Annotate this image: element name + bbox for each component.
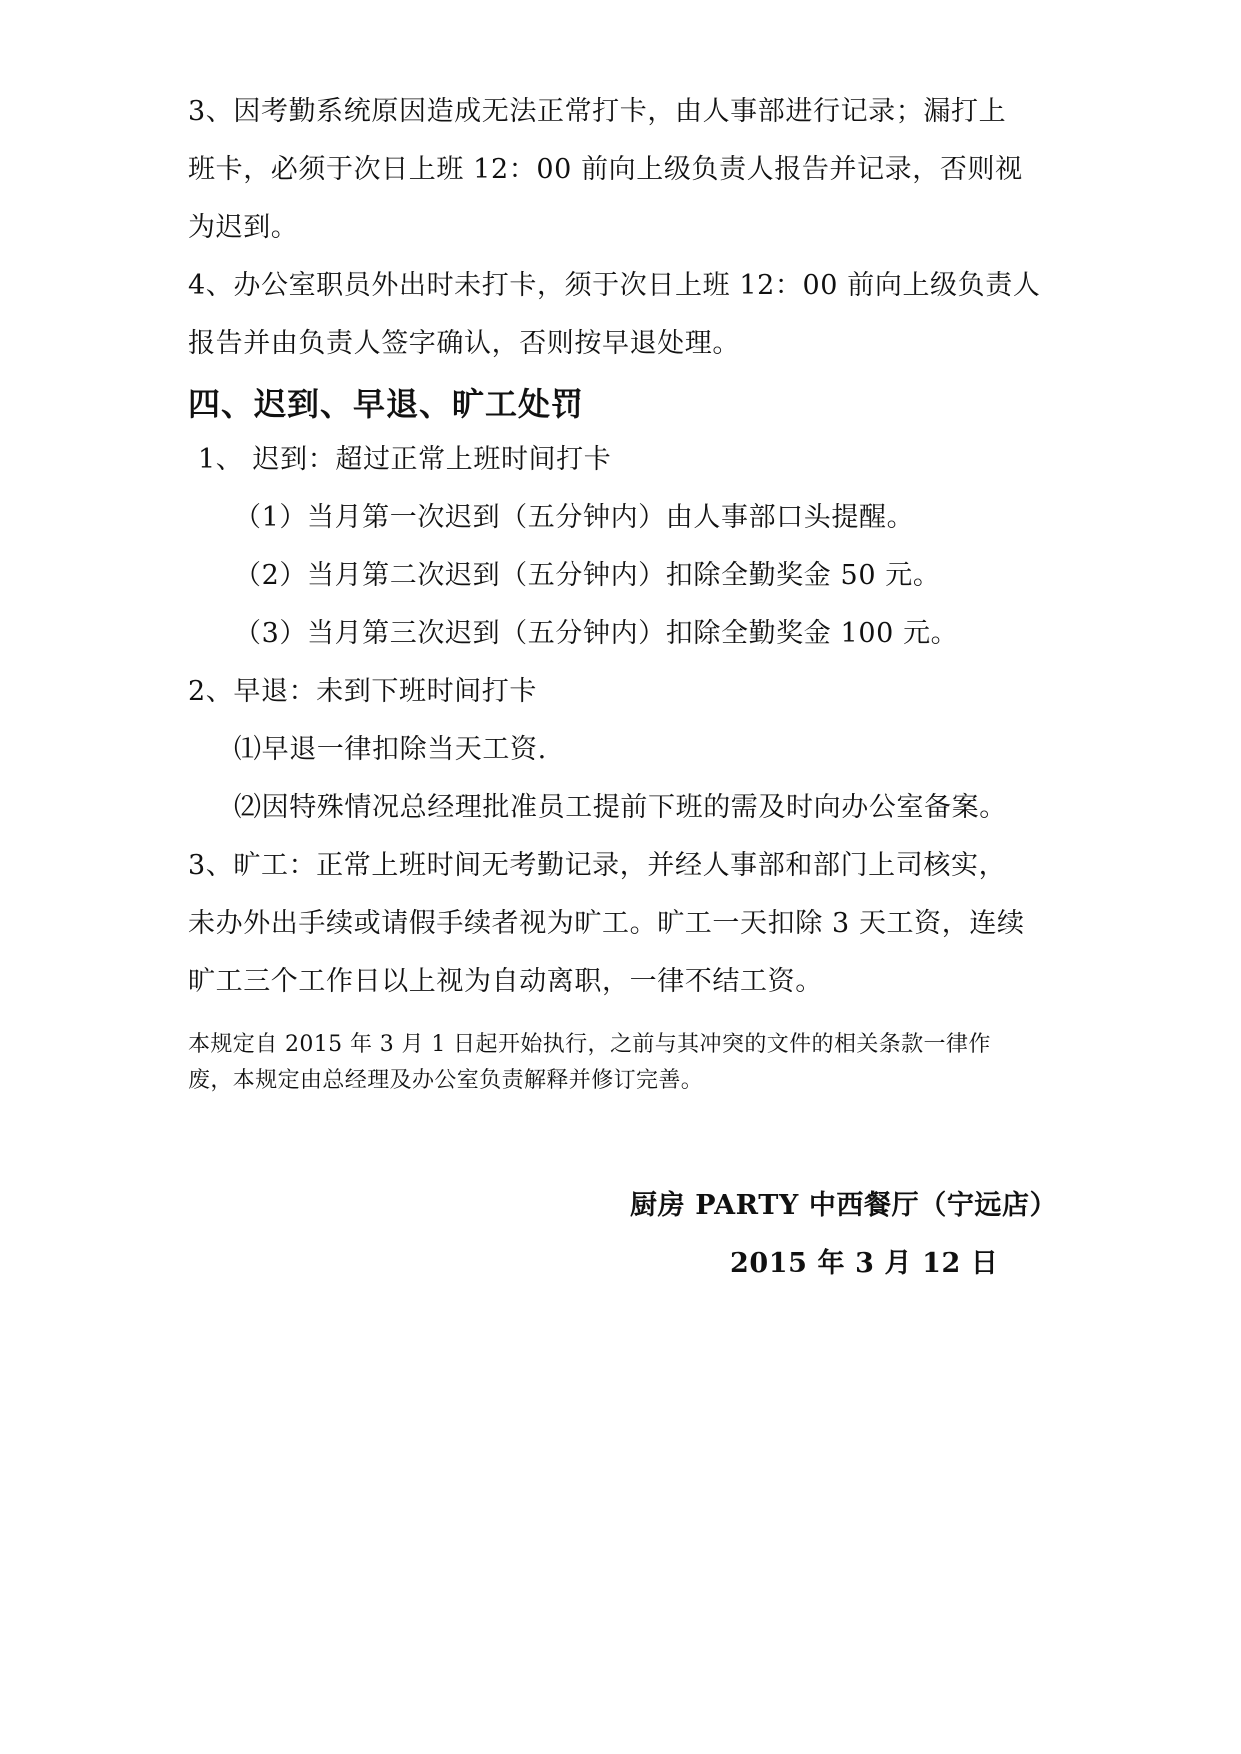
late-item-3: （3）当月第三次迟到（五分钟内）扣除全勤奖金 100 元。 — [234, 618, 959, 649]
clause-3-line-1: 3、因考勤系统原因造成无法正常打卡，由人事部进行记录；漏打上 — [188, 96, 1007, 127]
absent-line-2: 未办外出手续或请假手续者视为旷工。旷工一天扣除 3 天工资，连续 — [188, 908, 1025, 939]
absent-line-1: 3、旷工：正常上班时间无考勤记录，并经人事部和部门上司核实， — [188, 850, 1007, 881]
note-line-1: 本规定自 2015 年 3 月 1 日起开始执行，之前与其冲突的文件的相关条款一律作 — [188, 1032, 991, 1057]
signature-organization: 厨房 PARTY 中西餐厅（宁远店） — [630, 1190, 1058, 1221]
late-item-2: （2）当月第二次迟到（五分钟内）扣除全勤奖金 50 元。 — [234, 560, 941, 591]
clause-3-line-2: 班卡，必须于次日上班 12：00 前向上级负责人报告并记录，否则视 — [188, 154, 1023, 185]
clause-4-line-1: 4、办公室职员外出时未打卡，须于次日上班 12：00 前向上级负责人 — [188, 270, 1041, 301]
note-line-2: 废，本规定由总经理及办公室负责解释并修订完善。 — [188, 1068, 704, 1093]
early-item-2: ⑵因特殊情况总经理批准员工提前下班的需及时向办公室备案。 — [234, 792, 1007, 823]
clause-4-line-2: 报告并由负责人签字确认，否则按早退处理。 — [188, 328, 740, 359]
late-title: 1、 迟到：超过正常上班时间打卡 — [198, 444, 612, 475]
clause-3-line-3: 为迟到。 — [188, 212, 299, 243]
absent-line-3: 旷工三个工作日以上视为自动离职，一律不结工资。 — [188, 966, 823, 997]
section-heading: 四、迟到、早退、旷工处罚 — [188, 385, 585, 423]
early-title: 2、早退：未到下班时间打卡 — [188, 676, 537, 707]
signature-date: 2015 年 3 月 12 日 — [730, 1248, 999, 1279]
late-item-1: （1）当月第一次迟到（五分钟内）由人事部口头提醒。 — [234, 502, 915, 533]
early-item-1: ⑴早退一律扣除当天工资. — [234, 734, 547, 765]
